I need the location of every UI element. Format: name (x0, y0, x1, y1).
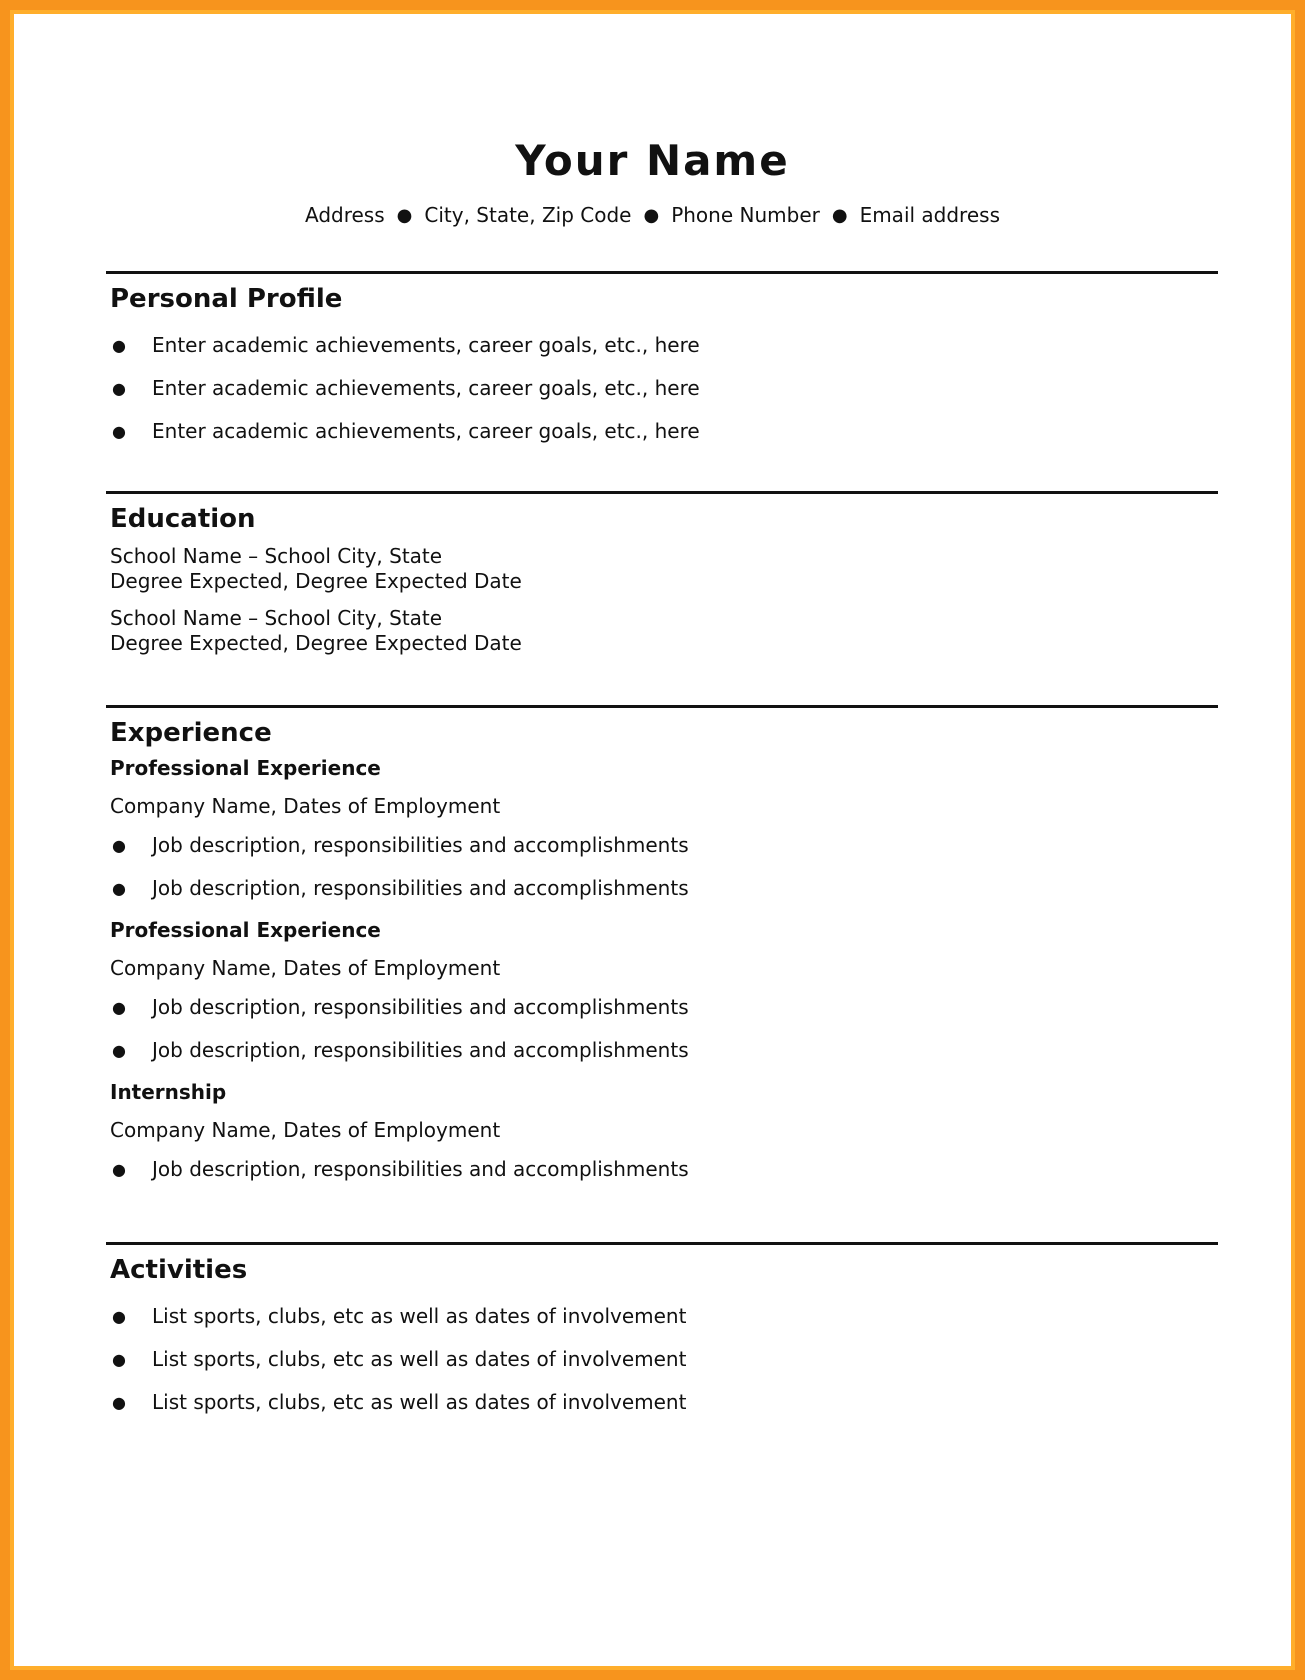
list-item-text: List sports, clubs, etc as well as dates of involvement (152, 1390, 687, 1414)
job-bullets (106, 986, 1218, 1072)
bullet-icon: ● (112, 336, 126, 355)
list-item-text: Job description, responsibilities and accomplishments (152, 1038, 689, 1062)
list-item (106, 1148, 1218, 1191)
degree-line: Degree Expected, Degree Expected Date (110, 569, 522, 593)
contact-email: Email address (859, 203, 1000, 227)
education-entry (106, 606, 1218, 656)
profile-list (106, 324, 1218, 453)
contact-city-state-zip: City, State, Zip Code (424, 203, 632, 227)
list-item (106, 410, 1218, 453)
section-title: Activities (110, 1255, 248, 1285)
bullet-icon: ● (112, 1307, 126, 1326)
list-item (106, 1338, 1218, 1381)
company-line: Company Name, Dates of Employment (110, 1118, 501, 1142)
list-item-text: List sports, clubs, etc as well as dates of involvement (152, 1347, 687, 1371)
contact-phone: Phone Number (671, 203, 820, 227)
section-education (106, 491, 1218, 656)
section-rule (106, 271, 1218, 274)
job-bullets (106, 1148, 1218, 1191)
school-line: School Name – School City, State (110, 544, 443, 568)
section-personal-profile (106, 271, 1218, 453)
job-heading: Professional Experience (110, 918, 381, 942)
bullet-icon: ● (112, 1350, 126, 1369)
list-item-text: Job description, responsibilities and accomplishments (152, 995, 689, 1019)
job-bullets (106, 824, 1218, 910)
bullet-icon: ● (112, 1041, 126, 1060)
activities-list (106, 1295, 1218, 1424)
list-item-text: Enter academic achievements, career goals, etc., here (152, 376, 700, 400)
separator-dot: ● (643, 204, 660, 226)
degree-line: Degree Expected, Degree Expected Date (110, 631, 522, 655)
resume-page (16, 16, 1289, 1664)
list-item-text: Job description, responsibilities and accomplishments (152, 1157, 689, 1181)
school-line: School Name – School City, State (110, 606, 443, 630)
list-item (106, 367, 1218, 410)
company-line: Company Name, Dates of Employment (110, 794, 501, 818)
bullet-icon: ● (112, 422, 126, 441)
bullet-icon: ● (112, 1393, 126, 1412)
bullet-icon: ● (112, 998, 126, 1017)
bullet-icon: ● (112, 836, 126, 855)
section-experience (106, 705, 1218, 1191)
separator-dot: ● (396, 204, 413, 226)
list-item-text: Job description, responsibilities and accomplishments (152, 876, 689, 900)
list-item (106, 1295, 1218, 1338)
section-title: Education (110, 504, 256, 534)
education-entry (106, 544, 1218, 594)
list-item (106, 1381, 1218, 1424)
bullet-icon: ● (112, 379, 126, 398)
list-item (106, 986, 1218, 1029)
section-title: Personal Profile (110, 284, 343, 314)
section-rule (106, 1242, 1218, 1245)
bullet-icon: ● (112, 879, 126, 898)
job-heading: Professional Experience (110, 756, 381, 780)
list-item (106, 324, 1218, 367)
list-item (106, 1029, 1218, 1072)
contact-line (16, 203, 1289, 227)
section-title: Experience (110, 718, 272, 748)
section-rule (106, 705, 1218, 708)
contact-address: Address (305, 203, 385, 227)
list-item-text: List sports, clubs, etc as well as dates of involvement (152, 1304, 687, 1328)
resume-header (16, 136, 1289, 227)
company-line: Company Name, Dates of Employment (110, 956, 501, 980)
list-item-text: Job description, responsibilities and accomplishments (152, 833, 689, 857)
bullet-icon: ● (112, 1160, 126, 1179)
list-item (106, 824, 1218, 867)
list-item-text: Enter academic achievements, career goals, etc., here (152, 419, 700, 443)
name-title: Your Name (515, 136, 790, 185)
section-rule (106, 491, 1218, 494)
separator-dot: ● (831, 204, 848, 226)
job-heading: Internship (110, 1080, 227, 1104)
list-item-text: Enter academic achievements, career goals, etc., here (152, 333, 700, 357)
list-item (106, 867, 1218, 910)
section-activities (106, 1242, 1218, 1424)
